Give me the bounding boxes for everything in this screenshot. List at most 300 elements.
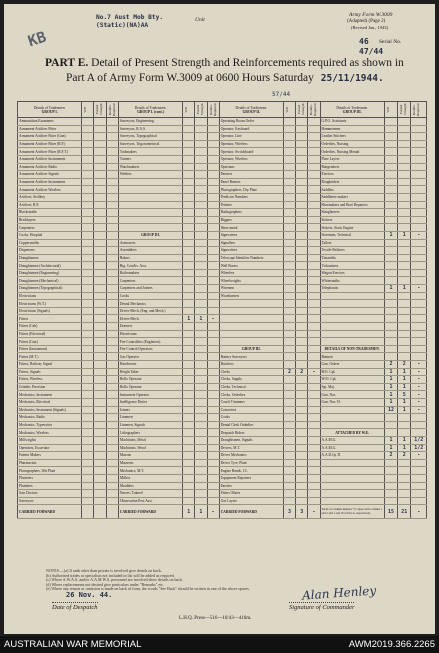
strength-value bbox=[207, 323, 219, 331]
strength-value bbox=[308, 398, 320, 406]
strength-value bbox=[384, 429, 397, 437]
col-head-we: W.E. bbox=[283, 102, 295, 118]
form-revised: (Revised Jan., 1943) bbox=[351, 25, 388, 30]
strength-value bbox=[82, 391, 94, 399]
strength-value bbox=[106, 323, 118, 331]
cf-value: 15 bbox=[384, 505, 397, 519]
strength-value bbox=[94, 406, 106, 414]
strength-value bbox=[308, 459, 320, 467]
strength-value bbox=[398, 421, 411, 429]
strength-value bbox=[94, 444, 106, 452]
trade-name: Mechanics, Typewriter bbox=[18, 421, 82, 429]
strength-value bbox=[411, 353, 427, 361]
trade-name: Coach Trimmers bbox=[219, 398, 283, 406]
table-body bbox=[18, 118, 427, 505]
strength-value bbox=[183, 231, 195, 239]
strength-value bbox=[94, 292, 106, 300]
strength-value bbox=[82, 353, 94, 361]
strength-value: - bbox=[411, 452, 427, 460]
trade-name: Operator, Wireless bbox=[219, 155, 283, 163]
strength-value bbox=[94, 361, 106, 369]
trade-name: Armament Artificer Fitter (R.F.) bbox=[18, 140, 82, 148]
strength-value bbox=[384, 254, 397, 262]
strength-value bbox=[82, 300, 94, 308]
strength-value bbox=[296, 361, 308, 369]
signature-label: Signature of Commander bbox=[289, 604, 355, 611]
unit-handwritten: No.7 Aust Mob Bty. (Static)(NA)AA bbox=[96, 14, 164, 29]
strength-value bbox=[207, 368, 219, 376]
trade-name bbox=[320, 338, 384, 346]
strength-value bbox=[183, 201, 195, 209]
strength-value bbox=[283, 444, 295, 452]
strength-value bbox=[94, 254, 106, 262]
table-row bbox=[18, 148, 427, 156]
strength-value bbox=[183, 414, 195, 422]
table-row bbox=[18, 300, 427, 308]
trade-name: Shoemakers and Boot Repairers bbox=[320, 201, 384, 209]
strength-value bbox=[384, 307, 397, 315]
strength-value bbox=[183, 209, 195, 217]
strength-value bbox=[398, 239, 411, 247]
strength-value bbox=[94, 277, 106, 285]
strength-value bbox=[106, 231, 118, 239]
trade-name: Draughtsmen (Mechanical) bbox=[18, 277, 82, 285]
strength-value bbox=[283, 125, 295, 133]
strength-value bbox=[82, 231, 94, 239]
strength-value bbox=[384, 193, 397, 201]
carried-forward-label: CARRIED FORWARD bbox=[219, 505, 283, 519]
strength-value bbox=[106, 436, 118, 444]
strength-value bbox=[183, 429, 195, 437]
strength-value bbox=[106, 429, 118, 437]
strength-value bbox=[183, 178, 195, 186]
strength-value bbox=[106, 421, 118, 429]
strength-value bbox=[106, 452, 118, 460]
strength-value bbox=[296, 497, 308, 505]
strength-value bbox=[106, 444, 118, 452]
cf-value bbox=[94, 505, 106, 519]
strength-value bbox=[183, 452, 195, 460]
unit-label: Unit bbox=[195, 17, 205, 23]
col-head-posted: Posted Strength bbox=[398, 102, 411, 118]
strength-value bbox=[106, 353, 118, 361]
trade-name: Bricklayers bbox=[18, 216, 82, 224]
strength-value bbox=[82, 406, 94, 414]
strength-value: - bbox=[411, 391, 427, 399]
strength-value bbox=[283, 307, 295, 315]
strength-value bbox=[183, 193, 195, 201]
strength-value bbox=[82, 224, 94, 232]
strength-value bbox=[207, 125, 219, 133]
strength-value bbox=[106, 406, 118, 414]
strength-value bbox=[411, 224, 427, 232]
strength-value bbox=[398, 118, 411, 126]
strength-value bbox=[308, 490, 320, 498]
trade-name: Lithographers bbox=[118, 429, 182, 437]
strength-value bbox=[106, 292, 118, 300]
strength-value bbox=[106, 391, 118, 399]
strength-value bbox=[94, 209, 106, 217]
strength-value bbox=[308, 406, 320, 414]
strength-value bbox=[384, 171, 397, 179]
trade-name bbox=[219, 300, 283, 308]
trade-name: Panel Beaters bbox=[219, 178, 283, 186]
strength-value bbox=[398, 193, 411, 201]
strength-value bbox=[82, 125, 94, 133]
trade-name: Fitters bbox=[18, 315, 82, 323]
strength-value bbox=[183, 436, 195, 444]
trade-name: A.A.M.G. bbox=[320, 436, 384, 444]
strength-value bbox=[195, 118, 207, 126]
carried-forward-row bbox=[18, 505, 427, 519]
col-head-we: W.E. bbox=[82, 102, 94, 118]
trade-name: Batmen bbox=[320, 353, 384, 361]
cf-value: 3 bbox=[296, 505, 308, 519]
strength-value bbox=[308, 254, 320, 262]
strength-value bbox=[195, 148, 207, 156]
strength-value bbox=[308, 497, 320, 505]
strength-value bbox=[296, 231, 308, 239]
strength-value bbox=[283, 140, 295, 148]
strength-value bbox=[183, 497, 195, 505]
strength-value bbox=[283, 118, 295, 126]
strength-value bbox=[207, 186, 219, 194]
trade-name: Armament Artificer Radio bbox=[18, 163, 82, 171]
strength-value bbox=[195, 140, 207, 148]
trade-name: Assemblers bbox=[118, 247, 182, 255]
strength-value bbox=[183, 467, 195, 475]
strength-table bbox=[17, 101, 427, 519]
totals-note: Totals of columns marked * to agree with columns 1 and 2 and 1 and 10 of Part A, respectively. bbox=[320, 505, 384, 519]
strength-value bbox=[82, 163, 94, 171]
strength-value: 1 bbox=[195, 315, 207, 323]
strength-value bbox=[106, 133, 118, 141]
trade-name: Carpenters and Joiners bbox=[118, 285, 182, 293]
strength-value bbox=[398, 277, 411, 285]
trade-name: Saw Doctors bbox=[18, 490, 82, 498]
strength-value bbox=[183, 353, 195, 361]
strength-value bbox=[384, 178, 397, 186]
strength-value bbox=[207, 398, 219, 406]
strength-value bbox=[207, 459, 219, 467]
strength-value bbox=[384, 140, 397, 148]
strength-value bbox=[195, 444, 207, 452]
trade-name: Moulders bbox=[118, 482, 182, 490]
trade-name: Electricians bbox=[118, 330, 182, 338]
strength-value bbox=[411, 186, 427, 194]
strength-value bbox=[195, 338, 207, 346]
strength-value bbox=[94, 133, 106, 141]
trade-name: Fitters, Wireless bbox=[18, 376, 82, 384]
strength-value bbox=[207, 171, 219, 179]
strength-value bbox=[106, 361, 118, 369]
strength-value bbox=[384, 414, 397, 422]
trade-name: Plate Layers bbox=[320, 155, 384, 163]
strength-value bbox=[398, 459, 411, 467]
strength-value bbox=[183, 292, 195, 300]
trade-name: Woodturners bbox=[219, 292, 283, 300]
trade-name: Fitters' Mates bbox=[219, 490, 283, 498]
strength-value bbox=[296, 155, 308, 163]
strength-value bbox=[283, 490, 295, 498]
strength-value bbox=[283, 467, 295, 475]
part-desc-1: Detail of Present Strength and Reinforcements required as shown in bbox=[91, 57, 404, 69]
strength-value bbox=[207, 201, 219, 209]
strength-value bbox=[183, 421, 195, 429]
trade-name: Big. Cond'rs. Asst. bbox=[118, 262, 182, 270]
trade-name: Gun. Nos. bbox=[320, 391, 384, 399]
strength-value bbox=[183, 474, 195, 482]
strength-value bbox=[283, 254, 295, 262]
trade-name: A.A.M.G. bbox=[320, 444, 384, 452]
strength-value bbox=[94, 490, 106, 498]
trade-name bbox=[320, 490, 384, 498]
trade-name: Hairdresser bbox=[118, 361, 182, 369]
trade-name bbox=[320, 421, 384, 429]
trade-name: Driver-Mech. bbox=[118, 315, 182, 323]
strength-value bbox=[411, 490, 427, 498]
strength-value bbox=[195, 429, 207, 437]
strength-value bbox=[296, 209, 308, 217]
archive-credit-bar bbox=[0, 636, 439, 653]
table-row bbox=[18, 406, 427, 414]
strength-value bbox=[411, 133, 427, 141]
strength-value bbox=[183, 490, 195, 498]
strength-value bbox=[411, 163, 427, 171]
col-head-group1-cont: Details of Tradesmen. GROUP I. (cont.) bbox=[118, 102, 182, 118]
strength-value bbox=[207, 406, 219, 414]
strength-value bbox=[207, 239, 219, 247]
printer-line: L.H.Q. Press—516—10/43—416m. bbox=[179, 616, 252, 621]
strength-value bbox=[308, 125, 320, 133]
trade-name: Plasterers bbox=[18, 474, 82, 482]
strength-value bbox=[296, 474, 308, 482]
trade-name: Carpenters bbox=[118, 277, 182, 285]
strength-value bbox=[94, 414, 106, 422]
strength-value bbox=[106, 178, 118, 186]
strength-value bbox=[183, 118, 195, 126]
trade-name: Saddletree makers bbox=[320, 193, 384, 201]
cf-value: 1 bbox=[195, 505, 207, 519]
note-line: (d) Where replacements not desired give particulars under "Remarks" etc. bbox=[46, 581, 165, 587]
strength-value bbox=[296, 247, 308, 255]
strength-value bbox=[411, 429, 427, 437]
trade-name bbox=[118, 186, 182, 194]
strength-value bbox=[411, 323, 427, 331]
strength-value bbox=[398, 201, 411, 209]
table-row bbox=[18, 155, 427, 163]
trade-name: Orderlies, Nursing bbox=[320, 140, 384, 148]
strength-value bbox=[94, 216, 106, 224]
table-row bbox=[18, 429, 427, 437]
table-row bbox=[18, 125, 427, 133]
trade-name: Surveyors, Topographical bbox=[118, 133, 182, 141]
strength-value bbox=[183, 163, 195, 171]
strength-value bbox=[207, 497, 219, 505]
trade-name: Clerks bbox=[219, 368, 283, 376]
strength-value bbox=[308, 285, 320, 293]
strength-value bbox=[283, 178, 295, 186]
strength-value bbox=[398, 497, 411, 505]
strength-value bbox=[207, 482, 219, 490]
table-row bbox=[18, 247, 427, 255]
strength-value bbox=[106, 262, 118, 270]
strength-value bbox=[296, 140, 308, 148]
strength-value bbox=[82, 345, 94, 353]
trade-name: Predictor Numbers bbox=[219, 193, 283, 201]
trade-name: Rangetakers bbox=[320, 163, 384, 171]
strength-value bbox=[411, 201, 427, 209]
strength-value: 1 bbox=[398, 231, 411, 239]
strength-value bbox=[183, 186, 195, 194]
strength-value bbox=[296, 323, 308, 331]
strength-value bbox=[195, 224, 207, 232]
strength-value bbox=[296, 201, 308, 209]
strength-value bbox=[398, 209, 411, 217]
trade-name: Painters bbox=[219, 171, 283, 179]
strength-value bbox=[283, 292, 295, 300]
trade-name bbox=[219, 330, 283, 338]
strength-value bbox=[195, 414, 207, 422]
table-row bbox=[18, 368, 427, 376]
strength-value bbox=[308, 429, 320, 437]
trade-name: Fitters (Cab) bbox=[18, 323, 82, 331]
trade-name: Millwrights bbox=[18, 436, 82, 444]
trade-name bbox=[320, 323, 384, 331]
strength-value bbox=[94, 459, 106, 467]
strength-value bbox=[94, 376, 106, 384]
strength-value bbox=[283, 315, 295, 323]
strength-value bbox=[398, 467, 411, 475]
trade-name: Artificer, Artillery bbox=[18, 193, 82, 201]
strength-value bbox=[195, 262, 207, 270]
strength-value bbox=[398, 186, 411, 194]
strength-value bbox=[384, 323, 397, 331]
strength-value bbox=[106, 277, 118, 285]
strength-value bbox=[384, 482, 397, 490]
strength-value bbox=[82, 269, 94, 277]
trade-name: Watchmakers bbox=[118, 163, 182, 171]
strength-value bbox=[82, 171, 94, 179]
strength-value bbox=[94, 353, 106, 361]
trade-name: Joiners bbox=[118, 406, 182, 414]
strength-value bbox=[296, 171, 308, 179]
strength-value bbox=[82, 155, 94, 163]
strength-value bbox=[308, 353, 320, 361]
trade-name bbox=[320, 300, 384, 308]
strength-value bbox=[283, 323, 295, 331]
trade-name: Farriers bbox=[219, 482, 283, 490]
strength-value bbox=[296, 216, 308, 224]
strength-value bbox=[94, 125, 106, 133]
strength-value bbox=[398, 474, 411, 482]
trade-name bbox=[320, 307, 384, 315]
strength-value bbox=[296, 444, 308, 452]
trade-name: Signallers bbox=[219, 239, 283, 247]
strength-value bbox=[82, 421, 94, 429]
trade-name bbox=[118, 193, 182, 201]
strength-value bbox=[398, 216, 411, 224]
strength-value bbox=[94, 262, 106, 270]
strength-value bbox=[398, 269, 411, 277]
strength-value bbox=[308, 277, 320, 285]
strength-value bbox=[308, 300, 320, 308]
strength-value bbox=[82, 467, 94, 475]
strength-value bbox=[308, 361, 320, 369]
strength-value: 1 bbox=[398, 285, 411, 293]
commander-signature: Alan Henley bbox=[301, 583, 377, 603]
trade-name: Dental Clerk Orderlies bbox=[219, 421, 283, 429]
trade-name: Hammermen bbox=[320, 125, 384, 133]
note-line: NOTES.—(a) If rank other than private is involved give details on back. bbox=[46, 568, 162, 573]
trade-name: Blacksmiths bbox=[18, 209, 82, 217]
strength-value bbox=[296, 254, 308, 262]
cf-value: - bbox=[411, 505, 427, 519]
strength-value bbox=[94, 497, 106, 505]
trade-name: Gas Layers bbox=[219, 497, 283, 505]
strength-value bbox=[296, 482, 308, 490]
strength-value bbox=[82, 376, 94, 384]
strength-value bbox=[398, 307, 411, 315]
table-row bbox=[18, 467, 427, 475]
strength-value bbox=[183, 376, 195, 384]
strength-value bbox=[411, 345, 427, 353]
trade-name: Pharmacists bbox=[18, 459, 82, 467]
strength-value bbox=[308, 186, 320, 194]
strength-value bbox=[411, 254, 427, 262]
strength-value bbox=[296, 315, 308, 323]
trade-name: Hollo Operator bbox=[118, 383, 182, 391]
strength-value bbox=[283, 300, 295, 308]
strength-value bbox=[411, 118, 427, 126]
trade-name: Well Borers bbox=[219, 262, 283, 270]
strength-value bbox=[207, 383, 219, 391]
trade-name: Fitters (Instrument) bbox=[18, 345, 82, 353]
trade-name: Concreters bbox=[219, 406, 283, 414]
strength-value bbox=[195, 300, 207, 308]
trade-name: Cooks, Hospital bbox=[18, 231, 82, 239]
strength-value bbox=[82, 368, 94, 376]
strength-value bbox=[384, 216, 397, 224]
strength-value bbox=[195, 376, 207, 384]
strength-value bbox=[398, 429, 411, 437]
trade-name: Butchers bbox=[219, 361, 283, 369]
strength-value bbox=[398, 247, 411, 255]
table-row bbox=[18, 345, 427, 353]
strength-value bbox=[308, 171, 320, 179]
trade-name: A.A.D.Cp.Tl. bbox=[320, 452, 384, 460]
strength-value bbox=[195, 474, 207, 482]
strength-value bbox=[398, 353, 411, 361]
strength-value bbox=[207, 178, 219, 186]
strength-value bbox=[183, 155, 195, 163]
strength-value bbox=[195, 482, 207, 490]
strength-value bbox=[283, 421, 295, 429]
strength-value bbox=[82, 186, 94, 194]
strength-value bbox=[411, 171, 427, 179]
strength-value bbox=[398, 414, 411, 422]
strength-value bbox=[384, 345, 397, 353]
trade-name: Armament Artificer Signals bbox=[18, 171, 82, 179]
strength-value: 1 bbox=[384, 444, 397, 452]
strength-value: - bbox=[411, 383, 427, 391]
table-row bbox=[18, 118, 427, 126]
strength-value bbox=[308, 224, 320, 232]
strength-value bbox=[82, 398, 94, 406]
trade-name: Surveyors, R.A.S. bbox=[118, 125, 182, 133]
strength-value bbox=[207, 155, 219, 163]
strength-value bbox=[106, 338, 118, 346]
